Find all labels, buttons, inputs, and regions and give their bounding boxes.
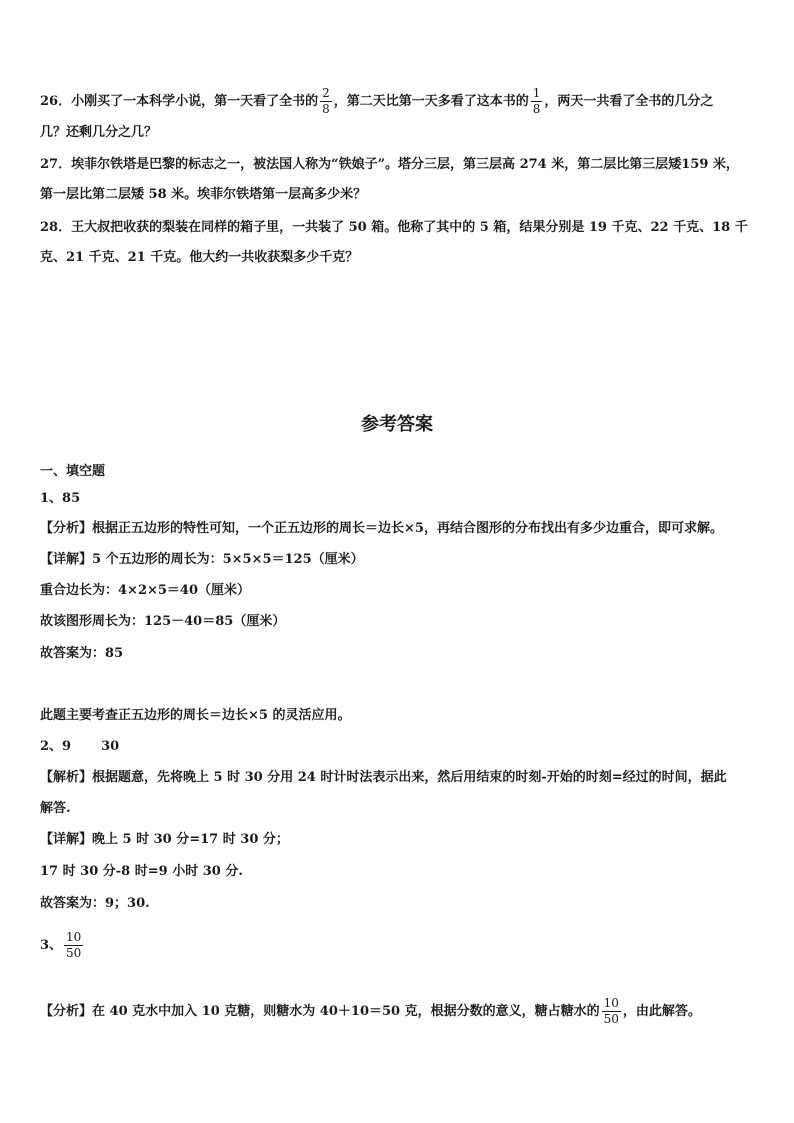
- frac-numerator: 10: [66, 930, 82, 944]
- answer-1-label: 1、85: [40, 491, 81, 506]
- answer-2-step2: 17 时 30 分-8 时=9 小时 30 分.: [40, 864, 243, 879]
- answer-2-analysis-line2: 解答.: [40, 801, 71, 816]
- answer-1-detail: 【详解】5 个五边形的周长为：5×5×5＝125（厘米）: [40, 552, 364, 567]
- question-27-line2: 第一层比第二层矮 58 米。埃菲尔铁塔第一层高多少米？: [40, 187, 367, 202]
- answer-1-analysis: 【分析】根据正五边形的特性可知，一个正五边形的周长＝边长×5，再结合图形的分布找出有多少边重合，即可求解。: [40, 521, 723, 536]
- frac-denominator: 8: [322, 102, 330, 116]
- question-27-line1: 27．埃菲尔铁塔是巴黎的标志之一，被法国人称为“铁娘子”。塔分三层，第三层高 274 米，第二层比第三层矮159 米，: [40, 157, 739, 172]
- answer-2-value-a: 2、9: [40, 739, 72, 754]
- answer-3-label: [40, 930, 758, 961]
- answer-1-note: 此题主要考查正五边形的周长＝边长×5 的灵活应用。: [40, 708, 351, 723]
- section-heading: 一、填空题: [40, 464, 106, 479]
- fraction-1-8: [531, 86, 543, 117]
- frac-numerator: 1: [532, 86, 541, 100]
- question-28-line2: 克、21 千克、21 千克。他大约一共收获梨多少千克？: [40, 250, 359, 265]
- fraction-10-50: [64, 930, 83, 961]
- fraction-10-50-inline: [602, 996, 621, 1027]
- question-26-line2: 几？还剩几分之几？: [40, 125, 158, 140]
- frac-denominator: 50: [66, 946, 82, 960]
- answer-3-analysis: [40, 996, 758, 1027]
- q26-text-part2: ，第二天比第一天多看了这本书的: [333, 94, 529, 109]
- answer-1-final: 故答案为：85: [40, 646, 124, 661]
- answers-title: 参考答案: [361, 414, 433, 435]
- answer-2-analysis-line1: 【解析】根据题意，先将晚上 5 时 30 分用 24 时计时法表示出来，然后用结束的时刻-开始的时刻=经过的时间，据此: [40, 770, 727, 785]
- answer-2-detail: 【详解】晚上 5 时 30 分=17 时 30 分；: [40, 832, 289, 847]
- answer-2-label: [40, 737, 758, 757]
- answer-1-step3: 故该图形周长为：125－40＝85（厘米）: [40, 614, 286, 629]
- answer-2-final: 故答案为：9；30.: [40, 896, 150, 911]
- question-26-line1: [40, 86, 758, 117]
- frac-denominator: 50: [603, 1012, 619, 1026]
- frac-numerator: 2: [322, 86, 330, 100]
- q26-text-part1: 26．小刚买了一本科学小说，第一天看了全书的: [40, 94, 319, 109]
- answer-3-analysis-text1: 【分析】在 40 克水中加入 10 克糖，则糖水为 40＋10＝50 克，根据分数的意义，糖占糖水的: [40, 1004, 600, 1019]
- answer-1-step2: 重合边长为：4×2×5＝40（厘米）: [40, 583, 251, 598]
- frac-denominator: 8: [532, 102, 541, 116]
- frac-numerator: 10: [603, 996, 619, 1010]
- q26-text-part3: ，两天一共看了全书的几分之: [544, 94, 714, 109]
- fraction-2-8: [320, 86, 332, 117]
- answer-3-number: 3、: [40, 938, 63, 953]
- question-28-line1: 28．王大叔把收获的梨装在同样的箱子里，一共装了 50 箱。他称了其中的 5 箱，结果分别是 19 千克、22 千克、18 千: [40, 220, 748, 235]
- answer-3-analysis-text2: ，由此解答。: [622, 1004, 701, 1019]
- answer-2-value-b: 30: [101, 739, 120, 754]
